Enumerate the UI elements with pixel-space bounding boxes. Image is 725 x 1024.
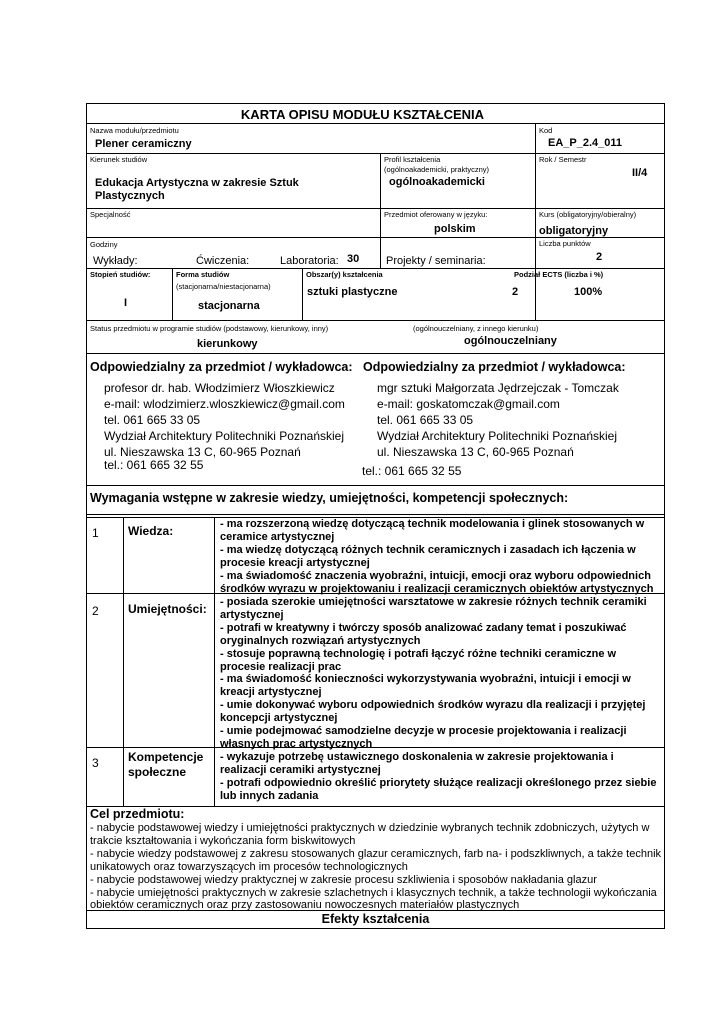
row-divider — [86, 153, 665, 154]
row-divider — [86, 485, 665, 486]
specialty-label: Specjalność — [90, 210, 131, 219]
row-divider — [86, 353, 665, 354]
goal-header: Cel przedmiotu: — [90, 807, 185, 821]
col-divider — [535, 153, 536, 320]
lecturer2-address: ul. Nieszawska 13 C, 60-965 Poznań — [377, 445, 574, 459]
ects-value: 2 — [512, 286, 519, 298]
level-label: Stopień studiów: — [90, 270, 151, 279]
form-label: Forma studiów — [176, 270, 230, 279]
lecturer2-tel: tel. 061 665 33 05 — [377, 413, 474, 427]
lecturer2-header: Odpowiedzialny za przedmiot / wykładowca: — [363, 360, 626, 374]
row-divider — [86, 320, 665, 321]
requirement-line: własnych prac artystycznych — [220, 737, 373, 750]
requirement-name-2: społeczne — [128, 765, 187, 779]
lectures-label: Wykłady: — [93, 255, 138, 267]
requirement-line: środków wyrazu w projektowaniu i realizacji ceramicznych obiektów artystycznych — [220, 582, 654, 595]
requirement-line: - ma świadomość znaczenia wyobraźni, intuicji, emocji oraz wyboru odpowiednich — [220, 569, 651, 582]
status-value: kierunkowy — [197, 338, 258, 350]
col-divider — [123, 517, 124, 806]
requirement-line: procesie kreacji artystycznej — [220, 556, 370, 569]
goal-line: - nabycie umiejętności praktycznych w zakresie szlachetnych i klasycznych technik, a także technologii wykończania — [90, 886, 657, 899]
requirement-line: lub innych zadania — [220, 789, 319, 802]
projects-label: Projekty / seminaria: — [386, 255, 486, 267]
requirement-line: kreacji artystycznej — [220, 686, 322, 699]
code-value: EA_P_2.4_011 — [548, 137, 623, 149]
ects-percent: 100% — [574, 286, 603, 298]
requirement-line: - posiada szerokie umiejętności warsztatowe w zakresie różnych technik ceramiki — [220, 596, 647, 608]
requirement-name: Kompetencje — [128, 750, 204, 764]
requirement-line: realizacji ceramiki artystycznej — [220, 763, 381, 776]
row-divider — [86, 514, 665, 515]
status-label-2: (ogólnouczelniany, z innego kierunku) — [413, 324, 539, 333]
goal-line: - nabycie podstawowej wiedzy praktycznej w zakresie procesu szkliwienia i sposobów nakładania glazur — [90, 873, 597, 886]
module-value: Plener ceramiczny — [95, 138, 192, 150]
requirement-line: - potrafi w kreatywny i twórczy sposób analizować zadany temat i poszukiwać — [220, 621, 627, 634]
row-divider — [86, 123, 665, 124]
lecturer1-name: profesor dr. hab. Włodzimierz Włoszkiewicz — [104, 381, 335, 395]
requirement-line: koncepcji artystycznej — [220, 712, 338, 725]
lecturer2-email: e-mail: goskatomczak@gmail.com — [377, 397, 560, 411]
requirement-line: oryginalnych rozwiązań artystycznych — [220, 634, 421, 647]
language-label: Przedmiot oferowany w języku: — [384, 210, 488, 219]
goal-line: obiektów ceramicznych oraz przy zastosowaniu nowoczesnych materiałów plastycznych — [90, 899, 520, 912]
requirement-line: - umie podejmować samodzielne decyzje w procesie projektowania i realizacji — [220, 725, 627, 738]
exercises-label: Ćwiczenia: — [196, 255, 250, 267]
profile-sublabel: (ogólnoakademicki, praktyczny) — [384, 165, 490, 174]
labs-label: Laboratoria: — [280, 255, 339, 267]
course-type-label: Kurs (obligatoryjny/obieralny) — [539, 210, 637, 219]
requirement-name: Umiejętności: — [128, 602, 207, 616]
lecturer2-tel2: tel.: 061 665 32 55 — [362, 464, 462, 478]
area-value: sztuki plastyczne — [307, 286, 398, 298]
lecturer1-tel2: tel.: 061 665 32 55 — [104, 458, 204, 472]
requirement-line: - wykazuje potrzebę ustawicznego doskonalenia w zakresie projektowania i — [220, 751, 614, 763]
effects-header: Efekty kształcenia — [321, 912, 430, 926]
goal-line: unikatowych oraz towarzyszących im procesów technologicznych — [90, 860, 408, 873]
requirement-line: ceramice artystycznej — [220, 530, 335, 543]
field-label: Kierunek studiów — [90, 155, 148, 164]
lecturer1-faculty: Wydział Architektury Politechniki Poznańskiej — [104, 429, 344, 443]
year-label: Rok / Semestr — [539, 155, 587, 164]
lecturer2-faculty: Wydział Architektury Politechniki Poznańskiej — [377, 429, 617, 443]
lecturer1-email: e-mail: wlodzimierz.wloszkiewicz@gmail.com — [104, 397, 345, 411]
requirement-lines — [220, 596, 660, 751]
requirement-num: 1 — [92, 526, 99, 540]
col-divider — [535, 123, 536, 153]
labs-value: 30 — [347, 253, 360, 265]
status-label: Status przedmiotu w programie studiów (podstawowy, kierunkowy, inny) — [90, 324, 329, 333]
requirement-line: - ma rozszerzoną wiedzę dotyczącą technik modelowania i glinek stosowanych w — [220, 518, 645, 530]
code-label: Kod — [539, 126, 553, 135]
requirement-line: - ma świadomość konieczności wykorzystywania wyobraźni, intuicji i emocji w — [220, 673, 631, 686]
page-title: KARTA OPISU MODUŁU KSZTAŁCENIA — [240, 107, 485, 122]
field-value-line1: Edukacja Artystyczna w zakresie Sztuk — [95, 177, 299, 189]
goal-line: - nabycie wiedzy podstawowej z zakresu stosowanych glazur ceramicznych, farb na- i podszkliwnych, a także technik — [90, 847, 662, 860]
requirement-line: - potrafi odpowiednio określić priorytety służące realizacji określonego przez siebie — [220, 776, 657, 789]
form-value: stacjonarna — [198, 300, 260, 312]
requirement-line: procesie realizacji prac — [220, 660, 342, 673]
requirement-lines — [220, 518, 660, 595]
lecturer1-header: Odpowiedzialny za przedmiot / wykładowca: — [90, 360, 353, 374]
profile-value: ogólnoakademicki — [389, 176, 485, 188]
module-label: Nazwa modułu/przedmiotu — [90, 126, 179, 135]
form-sublabel: (stacjonarna/niestacjonarna) — [176, 282, 271, 291]
row-divider — [86, 237, 665, 238]
col-divider — [172, 268, 173, 320]
requirement-num: 2 — [92, 604, 99, 618]
requirement-num: 3 — [92, 756, 99, 770]
ects-label: Podział ECTS (liczba i %) — [514, 270, 604, 279]
col-divider — [214, 517, 215, 806]
requirement-line: - ma wiedzę dotyczącą różnych technik ceramicznych i zasadach ich łączenia w — [220, 543, 636, 556]
requirement-lines — [220, 751, 660, 803]
row-divider — [86, 208, 665, 209]
profile-label: Profil kształcenia — [384, 155, 441, 164]
col-divider — [380, 153, 381, 268]
points-label: Liczba punktów — [539, 239, 591, 248]
requirements-header: Wymagania wstępne w zakresie wiedzy, umiejętności, kompetencji społecznych: — [90, 491, 569, 505]
goal-lines — [90, 822, 662, 912]
points-value: 2 — [596, 251, 603, 263]
hours-label: Godziny — [90, 240, 118, 249]
year-value: II/4 — [632, 167, 648, 179]
requirement-line: - stosuje poprawną technologię i potrafi łączyć różne techniki ceramiczne w — [220, 647, 617, 660]
area-label: Obszar(y) kształcenia — [306, 270, 383, 279]
level-value: I — [124, 297, 128, 309]
status-value-2: ogólnouczelniany — [464, 335, 557, 347]
field-value-line2: Plastycznych — [95, 190, 165, 202]
goal-line: - nabycie podstawowej wiedzy i umiejętności praktycznych w dziedzinie wybranych technik zdobniczych, użytych w — [90, 822, 650, 834]
goal-line: trakcie kształtowania i wykończania form biskwitowych — [90, 834, 356, 847]
lecturer1-address: ul. Nieszawska 13 C, 60-965 Poznań — [104, 445, 301, 459]
requirement-name: Wiedza: — [128, 524, 174, 538]
course-type-value: obligatoryjny — [539, 225, 609, 237]
requirement-line: - umie dokonywać wyboru odpowiednich środków wyrazu dla realizacji i przyjętej — [220, 699, 646, 712]
col-divider — [302, 268, 303, 320]
requirement-line: artystycznej — [220, 608, 284, 621]
lecturer1-tel: tel. 061 665 33 05 — [104, 413, 201, 427]
language-value: polskim — [434, 223, 476, 235]
lecturer2-name: mgr sztuki Małgorzata Jędrzejczak - Tomczak — [377, 381, 619, 395]
